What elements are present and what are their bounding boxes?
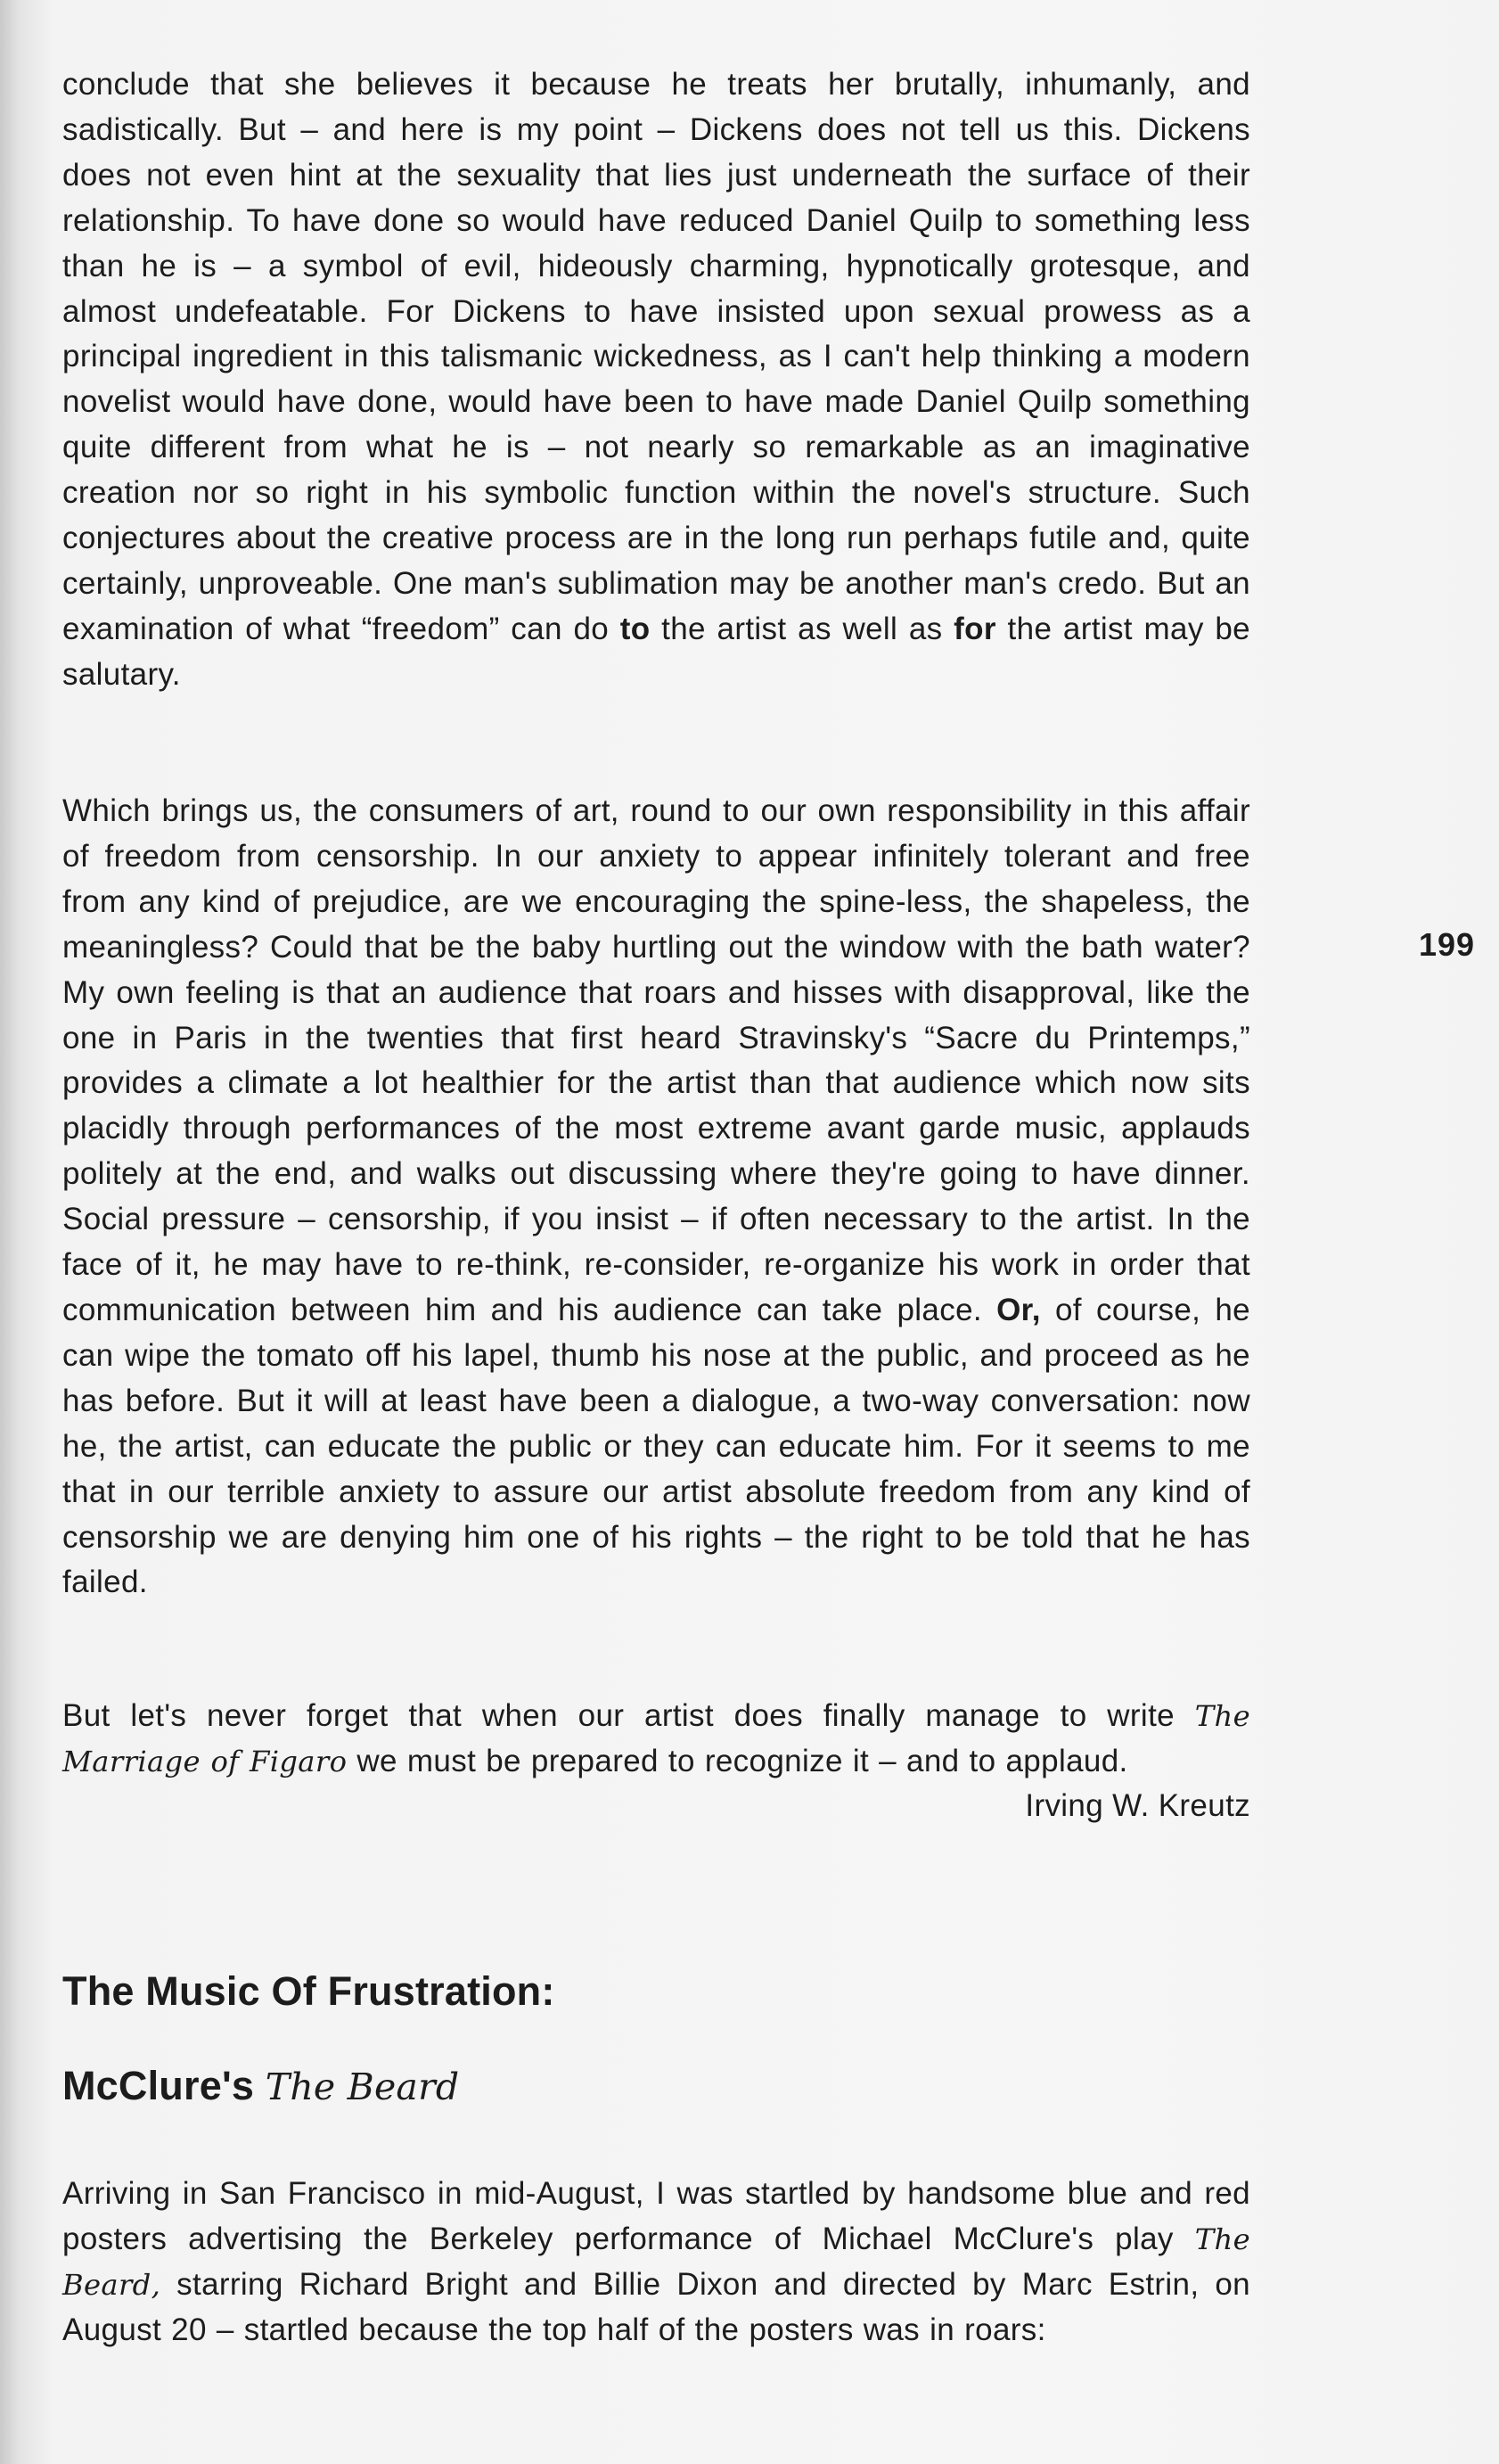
italic-title: The Beard,: [62, 2222, 1250, 2302]
section-subheading: [62, 2061, 459, 2112]
paragraph-text: Which brings us, the consumers of art, round to our own responsibility in this affair of freedom from censorship. In our anxiety to appear infinitely tolerant and free from any kind of prejudice, are we encouraging the spine-less, the shapeless, the meaningless? Could that be the baby hurtling out the window with the bath water? My own feeling is that an audience that roars and hisses with disapproval, like the one in Paris in the twenties that first heard Stravinsky's “Sacre du Printemps,” provides a climate a lot healthier for the artist than that audience which now sits placidly through performances of the most extreme avant garde music, applauds politely at the end, and walks out discussing where they're going to have dinner. Social pressure – censorship, if you insist – if often necessary to the artist. In the face of it, he may have to re-think, re-consider, re-organize his work in order that communication between him and his audience can take place.: [62, 793, 1250, 1327]
paragraph-text: But an examination of what “freedom” can do: [62, 565, 1251, 646]
paragraph-text: conclude that she believes it because he treats her brutally, inhumanly, and sadistically. But – and here is my point – Dickens does not tell us this. Dickens does not even hint at the sexuality that lies just underneath the surface of their relationship. To have done so would have reduced Daniel Quilp to something less than he is – a symbol of evil, hideously charming, hypnotically grotesque, and almost undefeatable. For Dickens to have insisted upon sexual prowess as a principal ingredient in this talismanic wickedness, as I can't help thinking a modern novelist would have done, would have been to have made Daniel Quilp something quite different from what he is – not nearly so remarkable as an imaginative creation nor so right in his symbolic function within the novel's structure. Such conjectures about the creative process are in the long run perhaps futile and, quite certainly, unproveable. One man's sublimation may be another man's credo.: [62, 67, 1250, 601]
paragraph-text: starring Richard Bright and Billie Dixon and directed by Marc Estrin, on August 20 – startled because the top half of the posters was in roars:: [62, 2266, 1250, 2347]
section-heading: The Music Of Frustration:: [62, 1968, 555, 2014]
paragraph-censorship: [62, 789, 1250, 1606]
paragraph-the-beard: [62, 2172, 1250, 2353]
bold-word: Or,: [996, 1292, 1041, 1327]
paragraph-text: of course, he can wipe the tomato off his lapel, thumb his nose at the public, and proceed as he has before. But it will at least have been a dialogue, a two-way conversation: now he, the artist, can educate the public or they can educate him. For it seems to me that in our terrible anxiety to assure our artist absolute freedom from any kind of censorship we are denying him one of his rights – the right to be told that he has failed.: [62, 1292, 1250, 1600]
italic-title: The Marriage of Figaro: [62, 1699, 1250, 1778]
author-signature: Irving W. Kreutz: [1025, 1788, 1250, 1823]
paragraph-figaro: [62, 1694, 1250, 1785]
paragraph-text: we must be prepared to recognize it – and to applaud.: [347, 1743, 1128, 1778]
paragraph-text: Arriving in San Francisco in mid-August, I was startled by handsome blue and red posters advertising the Berkeley performance of Michael McClure's play: [62, 2176, 1250, 2256]
subheading-text: McClure's: [62, 2063, 266, 2108]
bold-word: for: [954, 611, 996, 646]
italic-title: The Beard: [265, 2066, 460, 2108]
paragraph-text: But let's never forget that when our artist does finally manage to write: [62, 1698, 1195, 1733]
paragraph-dickens-quilp: [62, 62, 1250, 698]
bold-word: to: [619, 611, 651, 646]
paragraph-text: the artist may be salutary.: [62, 611, 1250, 692]
paragraph-text: the artist as well as: [650, 611, 954, 646]
page-number: 199: [1419, 926, 1476, 963]
